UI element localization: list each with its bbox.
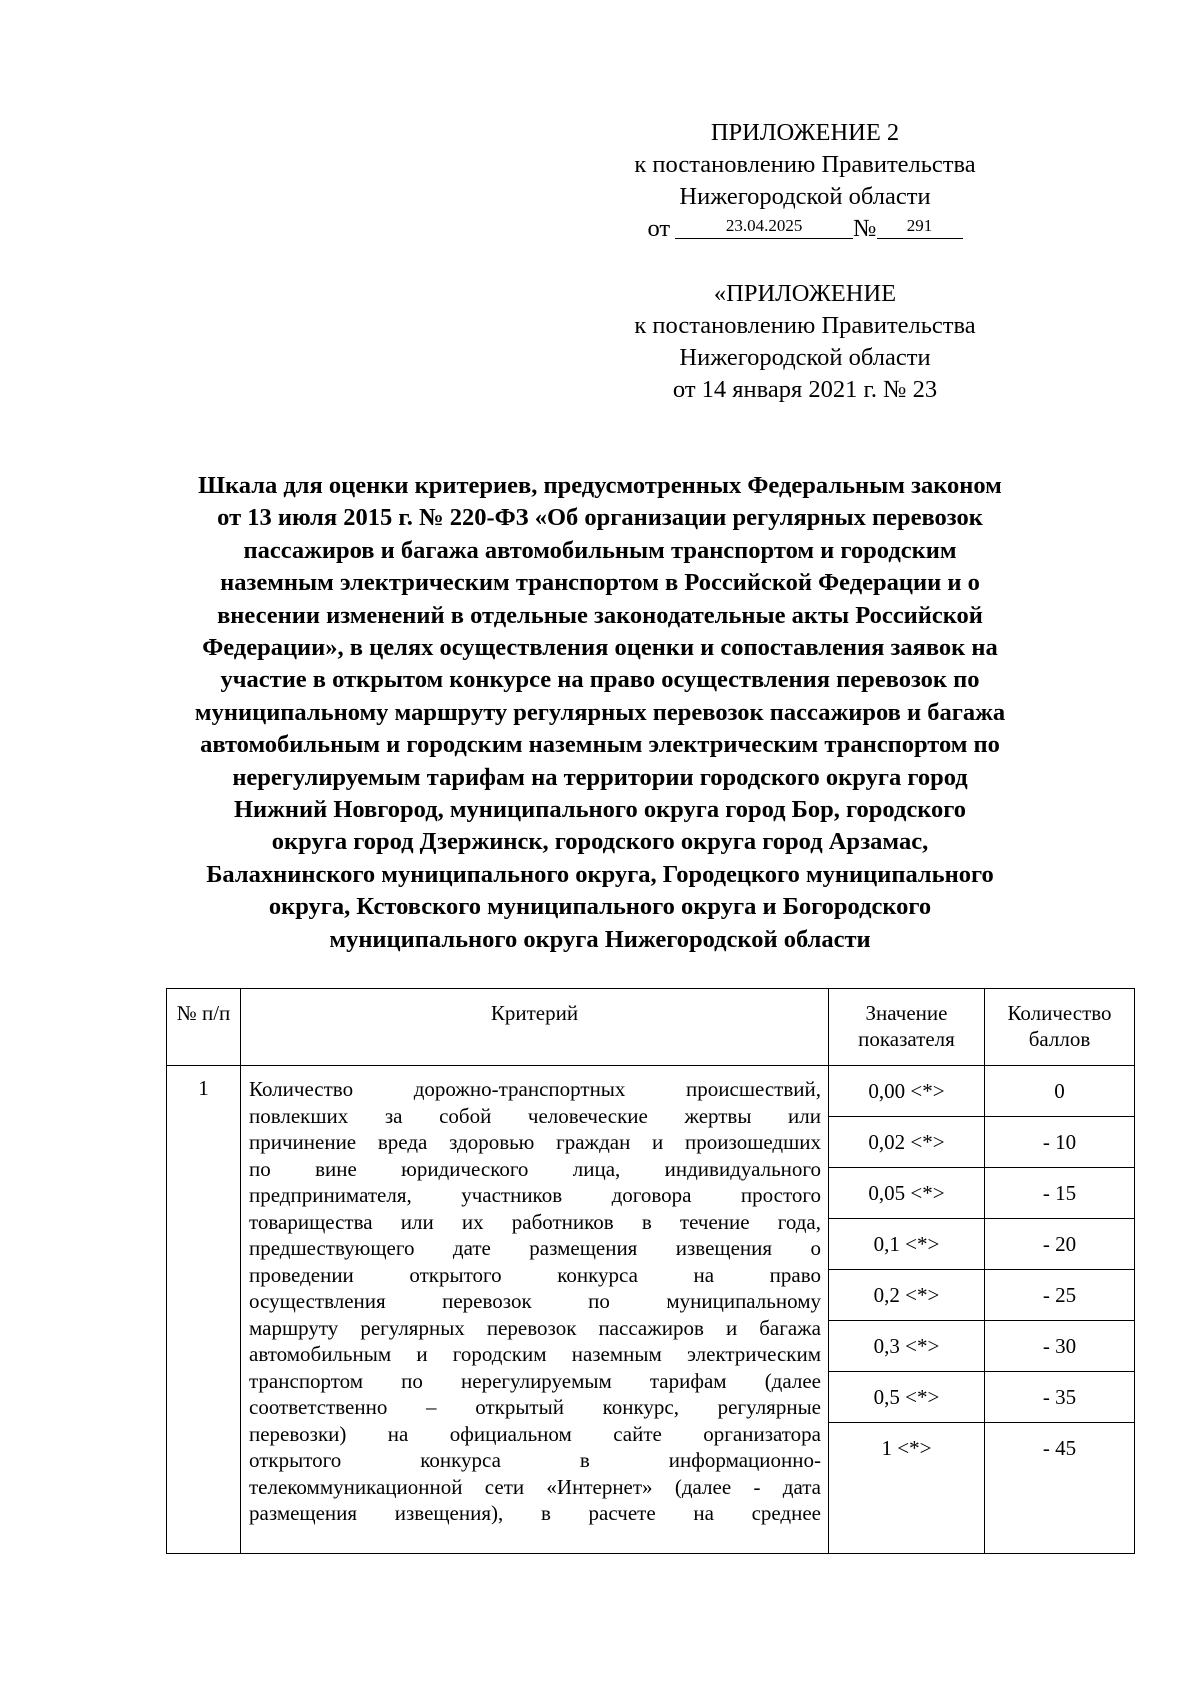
criterion-line: причинение вреда здоровью граждан и произошедших	[249, 1130, 821, 1154]
criterion-line: соответственно – открытый конкурс, регулярные	[249, 1395, 821, 1419]
title-line: Федерации», в целях осуществления оценки и сопоставления заявок на	[202, 634, 998, 662]
scale-value: 0,5 <*>	[829, 1372, 985, 1422]
title-line: участие в открытом конкурсе на право осуществления перевозок по	[220, 666, 980, 694]
scale-points: - 20	[1042, 1232, 1077, 1256]
scale-row	[829, 1270, 1134, 1321]
criterion-line: предпринимателя, участников договора простого	[249, 1183, 821, 1207]
title-line: округа город Дзержинск, городского округа город Арзамас,	[271, 828, 929, 856]
criterion-line: перевозки) на официальном сайте организатора	[249, 1421, 821, 1446]
scale-row	[829, 1066, 1134, 1117]
appendix-date-line	[647, 213, 962, 245]
original-appendix-title: «ПРИЛОЖЕНИЕ	[713, 280, 897, 307]
scale-value: 0,2 <*>	[829, 1270, 985, 1320]
criteria-table	[166, 988, 1135, 1554]
criterion-line: товарищества или их работников в течение года,	[249, 1209, 821, 1234]
scale-points: - 15	[1042, 1181, 1077, 1205]
title-line: автомобильным и городским наземным электрическим транспортом по	[200, 731, 1000, 759]
header-value: Значение показателя	[829, 989, 985, 1066]
scale-points: - 10	[1042, 1130, 1077, 1154]
title-line: нерегулируемым тарифам на территории городского округа город	[232, 763, 968, 791]
row-number: 1	[167, 1066, 241, 1554]
document-date: 23.04.2025	[675, 216, 853, 239]
criterion-line: по вине юридического лица, индивидуального	[249, 1156, 821, 1181]
scale-points: - 45	[1042, 1436, 1077, 1460]
title-line: округа, Кстовского муниципального округа и Богородского	[268, 893, 932, 921]
title-line: Балахнинского муниципального округа, Городецкого муниципального	[206, 860, 994, 888]
criterion-line: проведении открытого конкурса на право	[249, 1262, 821, 1287]
criterion-line: Количество дорожно-транспортных происшествий,	[249, 1077, 821, 1101]
criterion-line: открытого конкурса в информационно-	[249, 1448, 821, 1472]
table-header-row	[167, 989, 1135, 1066]
header-points: Количество баллов	[985, 989, 1135, 1066]
scale-points: 0	[1054, 1079, 1065, 1103]
criterion-text	[249, 1076, 821, 1527]
original-appendix-ref-line: к постановлению Правительства	[634, 312, 976, 339]
scale-value: 0,00 <*>	[829, 1066, 985, 1116]
header-num: № п/п	[167, 989, 241, 1066]
appendix-ref-line: к постановлению Правительства	[634, 151, 976, 178]
scale-cell	[829, 1066, 1135, 1554]
criterion-line: транспортом по нерегулируемым тарифам (далее	[249, 1368, 821, 1393]
criterion-line: маршруту регулярных перевозок пассажиров и багажа	[249, 1315, 821, 1340]
scale-value: 0,3 <*>	[829, 1321, 985, 1371]
title-line: пассажиров и багажа автомобильным транспортом и городским	[243, 536, 957, 564]
title-line: от 13 июля 2015 г. № 220-ФЗ «Об организации регулярных перевозок	[217, 504, 983, 532]
scale-row	[829, 1423, 1134, 1553]
scale-row	[829, 1219, 1134, 1270]
criterion-line: предшествующего дате размещения извещения о	[249, 1236, 821, 1260]
criterion-line: автомобильным и городским наземным электрическим	[249, 1342, 821, 1366]
scale-points: - 25	[1042, 1283, 1077, 1307]
criterion-cell	[241, 1066, 829, 1554]
title-line: Шкала для оценки критериев, предусмотренных Федеральным законом	[198, 472, 1002, 499]
original-appendix-region-line: Нижегородской области	[679, 344, 931, 371]
appendix-header	[585, 117, 1025, 245]
title-line: муниципальному маршруту регулярных перевозок пассажиров и багажа	[194, 698, 1006, 726]
original-appendix-date-line: от 14 января 2021 г. № 23	[672, 376, 938, 403]
criterion-line: телекоммуникационной сети «Интернет» (далее - дата	[249, 1474, 821, 1499]
scale-grid	[829, 1066, 1134, 1553]
scale-points: - 35	[1042, 1385, 1077, 1409]
header-criterion: Критерий	[241, 989, 829, 1066]
title-line: наземным электрическим транспортом в Российской Федерации и о	[220, 569, 980, 597]
scale-value: 0,02 <*>	[829, 1117, 985, 1167]
document-title	[150, 470, 1050, 956]
scale-points: - 30	[1042, 1334, 1077, 1358]
document-number: 291	[877, 216, 963, 239]
scale-row	[829, 1168, 1134, 1219]
scale-row	[829, 1321, 1134, 1372]
original-appendix-header	[585, 278, 1025, 406]
date-prefix: от	[647, 215, 671, 242]
title-line: внесении изменений в отдельные законодательные акты Российской	[217, 601, 983, 629]
scale-row	[829, 1117, 1134, 1168]
criterion-line: осуществления перевозок по муниципальному	[249, 1289, 821, 1313]
criterion-line: размещения извещения), в расчете на среднее	[249, 1501, 821, 1525]
scale-value: 0,1 <*>	[829, 1219, 985, 1269]
title-line: муниципального округа Нижегородской области	[329, 925, 871, 953]
table-row	[167, 1066, 1135, 1554]
appendix-title: ПРИЛОЖЕНИЕ 2	[710, 119, 900, 146]
number-prefix: №	[853, 215, 877, 242]
scale-row	[829, 1372, 1134, 1423]
scale-value: 1 <*>	[829, 1423, 985, 1553]
scale-value: 0,05 <*>	[829, 1168, 985, 1218]
title-line: Нижний Новгород, муниципального округа город Бор, городского	[233, 796, 967, 824]
appendix-region-line: Нижегородской области	[679, 183, 931, 210]
criterion-line: повлекших за собой человеческие жертвы или	[249, 1103, 821, 1128]
